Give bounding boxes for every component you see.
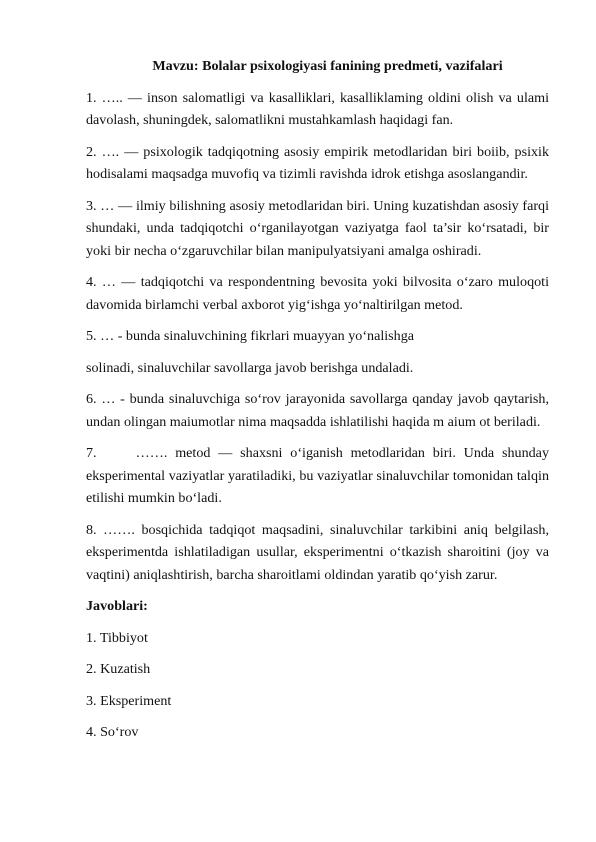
answer-2: 2. Kuzatish bbox=[86, 661, 151, 677]
question-5-continued: solinadi, sinaluvchilar savollarga javob berishga undaladi. bbox=[86, 359, 414, 376]
answers-heading: Javoblari: bbox=[86, 598, 148, 614]
question-4: 4. … — tadqiqotchi va respondentning bevosita yoki bilvosita o‘zaro muloqoti davomida birlamchi verbal axborot yig‘ishga yo‘naltirilgan metod. bbox=[86, 274, 549, 313]
answer-4: 4. So‘rov bbox=[86, 724, 139, 740]
question-7: 7. ……. metod — shaxsni o‘iganish metodlaridan biri. Unda shunday eksperimental vaziyatlar yaratiladiki, bu vaziyatlar sinaluvchilar tomonidan talqin etilishi mumkin bo‘ladi. bbox=[86, 445, 553, 506]
question-2: 2. …. — psixologik tadqiqotning asosiy empirik metodlaridan biri boiib, psixik hodisalami maqsadga muvofiq va tizimli ravishda idrok etishga asoslangandir. bbox=[86, 143, 549, 182]
page-title: Mavzu: Bolalar psixologiyasi fanining predmeti, vazifalari bbox=[152, 58, 503, 74]
question-3: 3. … — ilmiy bilishning asosiy metodlaridan biri. Uning kuzatishdan asosiy farqi shundaki, unda tadqiqotchi o‘rganilayotgan vaziyatga faol ta’sir ko‘rsatadi, bir yoki bir necha o‘zgaruvchilar bilan manipulyatsiyani amalga oshiradi. bbox=[86, 197, 549, 259]
answer-1: 1. Tibbiyot bbox=[86, 629, 148, 646]
question-6: 6. … - bunda sinaluvchiga so‘rov jarayonida savollarga qanday javob qaytarish, undan olingan maiumotlar nima maqsadda ishlatilishi haqida m aium ot beriladi. bbox=[86, 391, 549, 430]
answer-3: 3. Eksperiment bbox=[86, 692, 172, 709]
question-8: 8. ……. bosqichida tadqiqot maqsadini, sinaluvchilar tarkibini aniq belgilash, eksperimentda ishlatiladigan usullar, eksperimentni o‘tkazish sharoitini (joy va vaqtini) aniqlashtirish, barcha sharoitlami oldindan yaratib qo‘yish zarur. bbox=[86, 521, 549, 583]
question-1: 1. ….. — inson salomatligi va kasalliklari, kasalliklaming oldini olish va ulami davolash, shuningdek, salomatlikni mustahkamlash haqidagi fan. bbox=[86, 89, 549, 128]
question-5: 5. … - bunda sinaluvchining fikrlari muayyan yo‘nalishga bbox=[86, 328, 414, 344]
